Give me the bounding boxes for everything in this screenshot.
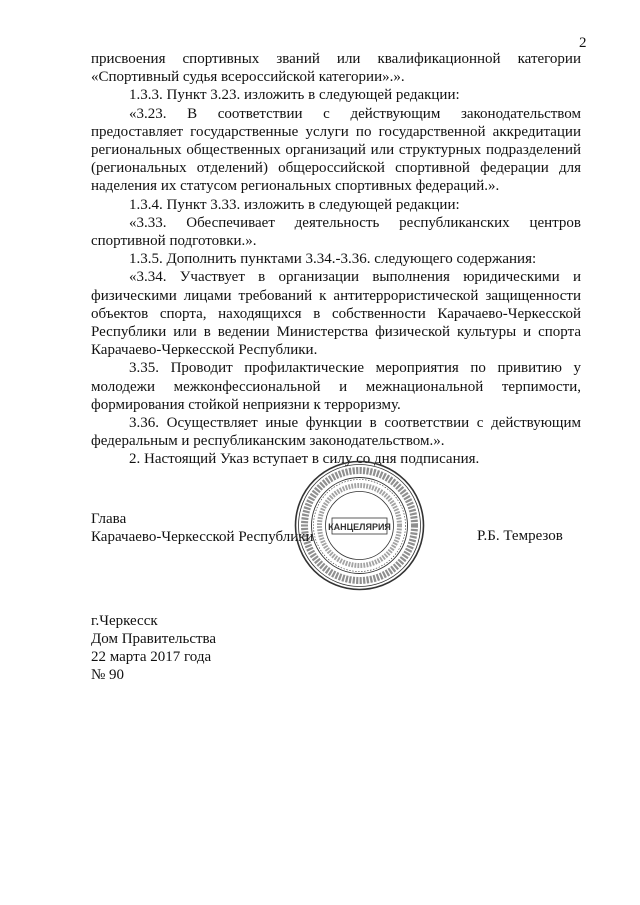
paragraph: 1.3.3. Пункт 3.23. изложить в следующей редакции:: [129, 87, 460, 104]
signature-title-line: Карачаево-Черкесской Республики: [91, 529, 314, 545]
paragraph: присвоения спортивных званий или квалификационной категории «Спортивный судья всероссийской категории».».: [91, 51, 581, 86]
building: Дом Правительства: [91, 631, 217, 647]
paragraph: 1.3.5. Дополнить пунктами 3.34.-3.36. следующего содержания:: [129, 251, 537, 268]
stamp-center-text: КАНЦЕЛЯРИЯ: [328, 522, 391, 532]
place-and-date: [91, 612, 216, 684]
city: г.Черкесск: [91, 613, 158, 629]
signatory-name: Р.Б. Темрезов: [477, 528, 563, 544]
official-seal-stamp: [292, 458, 427, 593]
paragraph: «3.23. В соответствии с действующим законодательством предоставляет государственные услуги по государственной аккредитации региональных общественных организаций или структурных подразделений (региональных отделений) общероссийской спортивной федерации для наделения их статусом региональных спортивных федераций.».: [91, 105, 581, 195]
paragraph: 3.36. Осуществляет иные функции в соответствии с действующим федеральным и республиканским законодательством.».: [91, 415, 581, 450]
paragraph: 1.3.4. Пункт 3.33. изложить в следующей редакции:: [129, 196, 460, 213]
page-number: 2: [579, 35, 587, 51]
document-date: 22 марта 2017 года: [91, 649, 212, 665]
signature-title-line: Глава: [91, 511, 127, 527]
paragraph: «3.34. Участвует в организации выполнения юридическими и физическими лицами требований к антитеррористической защищенности объектов спорта, находящихся в собственности Карачаево-Черкесской Республики или в ведении Министерства физической культуры и спорта Карачаево-Черкесской Республики.: [91, 269, 581, 359]
document-body: [91, 50, 581, 469]
document-number: № 90: [91, 667, 125, 683]
paragraph: 3.35. Проводит профилактические мероприятия по привитию у молодежи межконфессиональной и межнациональной терпимости, формирования стойкой неприязни к терроризму.: [91, 360, 581, 413]
paragraph: «3.33. Обеспечивает деятельность республиканских центров спортивной подготовки.».: [91, 214, 581, 250]
signature-title: [91, 510, 314, 546]
paragraph: 2. Настоящий Указ вступает в силу со дня подписания.: [129, 451, 480, 468]
